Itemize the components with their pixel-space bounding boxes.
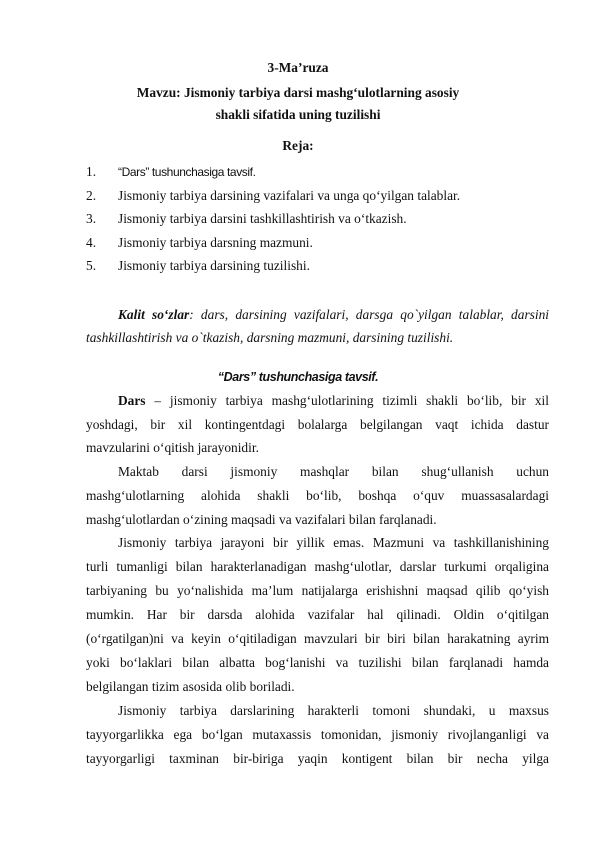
paragraph-line: tayyorgarlikka ega bo‘lgan mutaxassis tomonidan, jismoniy rivojlanganligi va [86, 727, 549, 742]
paragraph-line: belgilangan tizim asosida olib boriladi. [86, 679, 295, 694]
plan-item-number: 5. [86, 258, 97, 273]
plan-title: Reja: [282, 138, 314, 153]
plan-item-text: Jismoniy tarbiya darsining vazifalari va unga qo‘yilgan talablar. [118, 188, 461, 203]
paragraph-line: turli tumanligi bilan harakterlanadigan mashg‘ulotlar, darslar turkumi orqaligina [86, 559, 549, 574]
paragraph-line: yoki bo‘laklari bilan albatta bog‘lanishi va tuzilishi bilan farqlanadi hamda [86, 655, 549, 670]
paragraph-line: (o‘rgatilgan)ni va keyin o‘qitiladigan mavzulari bir biri bilan harakatning ayrim [86, 631, 549, 646]
plan-item-text: Jismoniy tarbiya darsining tuzilishi. [118, 258, 310, 273]
plan-item [86, 211, 407, 227]
lecture-number: 3-Ma’ruza [267, 60, 329, 75]
paragraph-line: Jismoniy tarbiya jarayoni bir yillik emas. Mazmuni va tashkillanishining [118, 535, 549, 550]
term-dars: Dars [118, 393, 146, 408]
section-title: “Dars” tushunchasiga tavsif. [217, 370, 379, 384]
plan-item-text: Jismoniy tarbiya darsning mazmuni. [118, 235, 313, 250]
paragraph-line: mavzularini o‘qitish jarayonidir. [86, 440, 259, 455]
plan-item [86, 235, 313, 251]
plan-item-number: 2. [86, 188, 97, 203]
plan-item-text: Jismoniy tarbiya darsini tashkillashtirish va o‘tkazish. [118, 211, 407, 226]
paragraph-line [118, 393, 549, 409]
keywords-line-2: tashkillashtirish va o`tkazish, darsning mazmuni, darsining tuzilishi. [86, 330, 454, 345]
paragraph-line: tarbiyaning bu yo‘nalishida ma’lum natijalarga erishishni maqsad qilib qo‘yish [86, 583, 549, 598]
plan-item [86, 258, 310, 274]
paragraph-line: tayyorgarligi taxminan bir-biriga yaqin kontigent bilan bir necha yilga [86, 751, 549, 766]
paragraph-line: yoshdagi, bir xil kontingentdagi bolalarga belgilangan vaqt ichida dastur [86, 417, 549, 432]
paragraph-line: mashg‘ulotlardan o‘zining maqsadi va vazifalari bilan farqlanadi. [86, 512, 437, 527]
keywords-line-1 [118, 307, 549, 323]
keywords-text: : dars, darsining vazifalari, darsga qo`yilgan talablar, darsini [189, 307, 550, 322]
topic-line-1: Mavzu: Jismoniy tarbiya darsi mashg‘ulotlarning asosiy [136, 85, 460, 100]
plan-item-text: “Dars” tushunchasiga tavsif. [118, 165, 256, 179]
plan-item-number: 1. [86, 164, 97, 179]
plan-item [86, 188, 460, 204]
paragraph-line: mashg‘ulotlarning alohida shakli bo‘lib, boshqa o‘quv muassasalardagi [86, 488, 549, 503]
plan-item [86, 164, 256, 180]
paragraph-text: – jismoniy tarbiya mashg‘ulotlarining tizimli shakli bo‘lib, bir xil [145, 393, 549, 408]
keywords-label: Kalit so‘zlar [118, 307, 190, 322]
paragraph-line: Jismoniy tarbiya darslarining harakterli tomoni shundaki, u maxsus [118, 703, 549, 718]
plan-item-number: 4. [86, 235, 97, 250]
plan-item-number: 3. [86, 211, 97, 226]
paragraph-line: mumkin. Har bir darsda alohida vazifalar hal qilinadi. Oldin o‘qitilgan [86, 607, 549, 622]
topic-line-2: shakli sifatida uning tuzilishi [215, 107, 381, 122]
paragraph-line: Maktab darsi jismoniy mashqlar bilan shug‘ullanish uchun [118, 464, 549, 479]
